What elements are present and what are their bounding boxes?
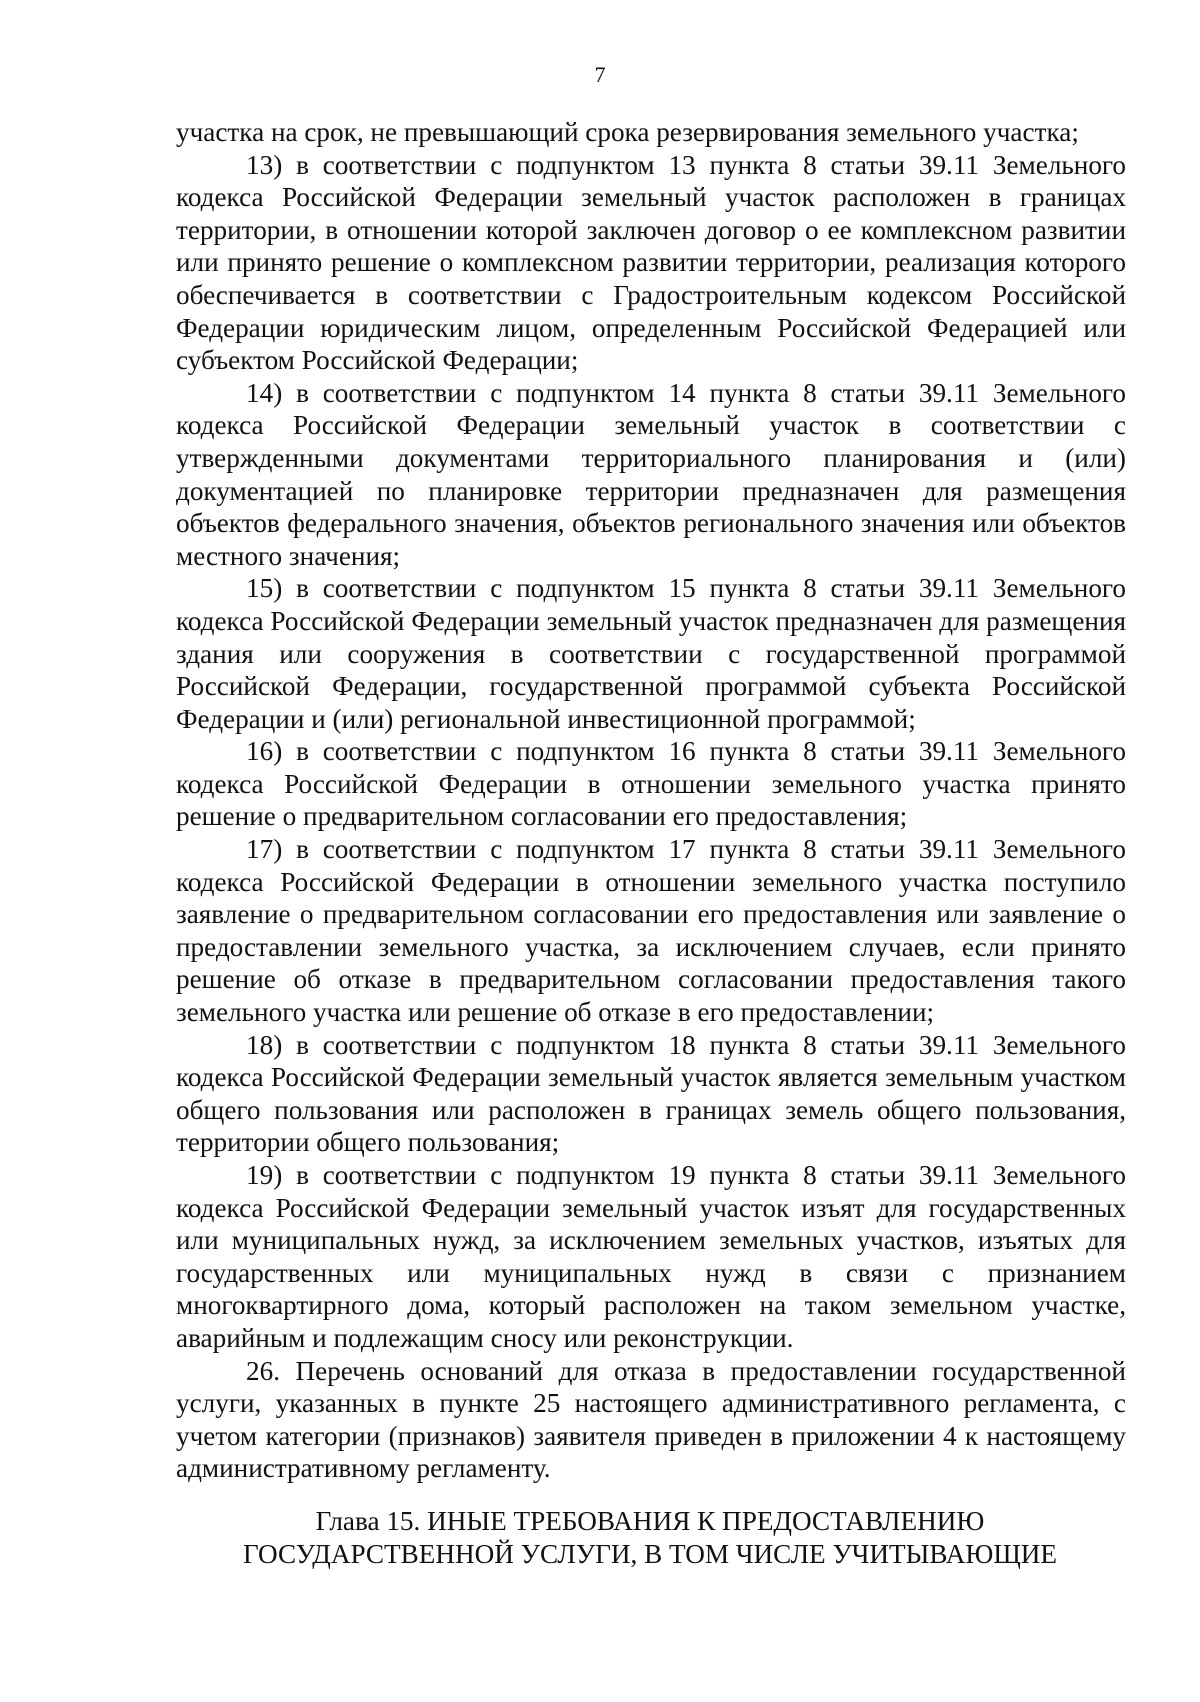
chapter-heading-line-2: ГОСУДАРСТВЕННОЙ УСЛУГИ, В ТОМ ЧИСЛЕ УЧИТЫВАЮЩИЕ — [243, 1539, 1057, 1569]
paragraph-continuation: участка на срок, не превышающий срока резервирования земельного участка; — [176, 117, 1079, 147]
paragraph-item-18: 18) в соответствии с подпунктом 18 пункта 8 статьи 39.11 Земельного кодекса Российской Федерации земельный участок является земельным участком общего пользования или расположен в границах земель общего пользования, территории общего пользования; — [176, 1029, 1126, 1158]
paragraph-item-14: 14) в соответствии с подпунктом 14 пункта 8 статьи 39.11 Земельного кодекса Российской Федерации земельный участок в соответствии с утвержденными документами территориального планирования и (или) документацией по планировке территории предназначен для размещения объектов федерального значения, объектов регионального значения или объектов местного значения; — [176, 377, 1126, 571]
paragraph-item-19: 19) в соответствии с подпунктом 19 пункта 8 статьи 39.11 Земельного кодекса Российской Федерации земельный участок изъят для государственных или муниципальных нужд, за исключением земельных участков, изъятых для государственных или муниципальных нужд в связи с признанием многоквартирного дома, который расположен на таком земельном участке, аварийным и подлежащим сносу или реконструкции. — [176, 1160, 1126, 1353]
chapter-heading-line-1: Глава 15. ИНЫЕ ТРЕБОВАНИЯ К ПРЕДОСТАВЛЕНИЮ — [315, 1506, 985, 1536]
paragraph-item-17: 17) в соответствии с подпунктом 17 пункта 8 статьи 39.11 Земельного кодекса Российской Федерации в отношении земельного участка поступило заявление о предварительном согласовании его предоставления или заявление о предоставлении земельного участка, за исключением случаев, если принято решение об отказе в предварительном согласовании предоставления такого земельного участка или решение об отказе в его предоставлении; — [176, 834, 1126, 1028]
chapter-heading — [140, 1505, 1160, 1571]
document-body — [176, 116, 1126, 1485]
paragraph-item-16: 16) в соответствии с подпунктом 16 пункта 8 статьи 39.11 Земельного кодекса Российской Федерации в отношении земельного участка принято решение о предварительном согласовании его предоставления; — [176, 736, 1126, 832]
page-number: 7 — [594, 62, 606, 87]
paragraph-item-15: 15) в соответствии с подпунктом 15 пункта 8 статьи 39.11 Земельного кодекса Российской Федерации земельный участок предназначен для размещения здания или сооружения в соответствии с государственной программой Российской Федерации, государственной программой субъекта Российской Федерации и (или) региональной инвестиционной программой; — [176, 573, 1126, 734]
paragraph-item-13: 13) в соответствии с подпунктом 13 пункта 8 статьи 39.11 Земельного кодекса Российской Федерации земельный участок расположен в границах территории, в отношении которой заключен договор о ее комплексном развитии или принято решение о комплексном развитии территории, реализация которого обеспечивается в соответствии с Градостроительным кодексом Российской Федерации юридическим лицом, определенным Российской Федерацией или субъектом Российской Федерации; — [176, 149, 1126, 376]
paragraph-clause-26: 26. Перечень оснований для отказа в предоставлении государственной услуги, указанных в пункте 25 настоящего административного регламента, с учетом категории (признаков) заявителя приведен в приложении 4 к настоящему административному регламенту. — [176, 1355, 1126, 1484]
